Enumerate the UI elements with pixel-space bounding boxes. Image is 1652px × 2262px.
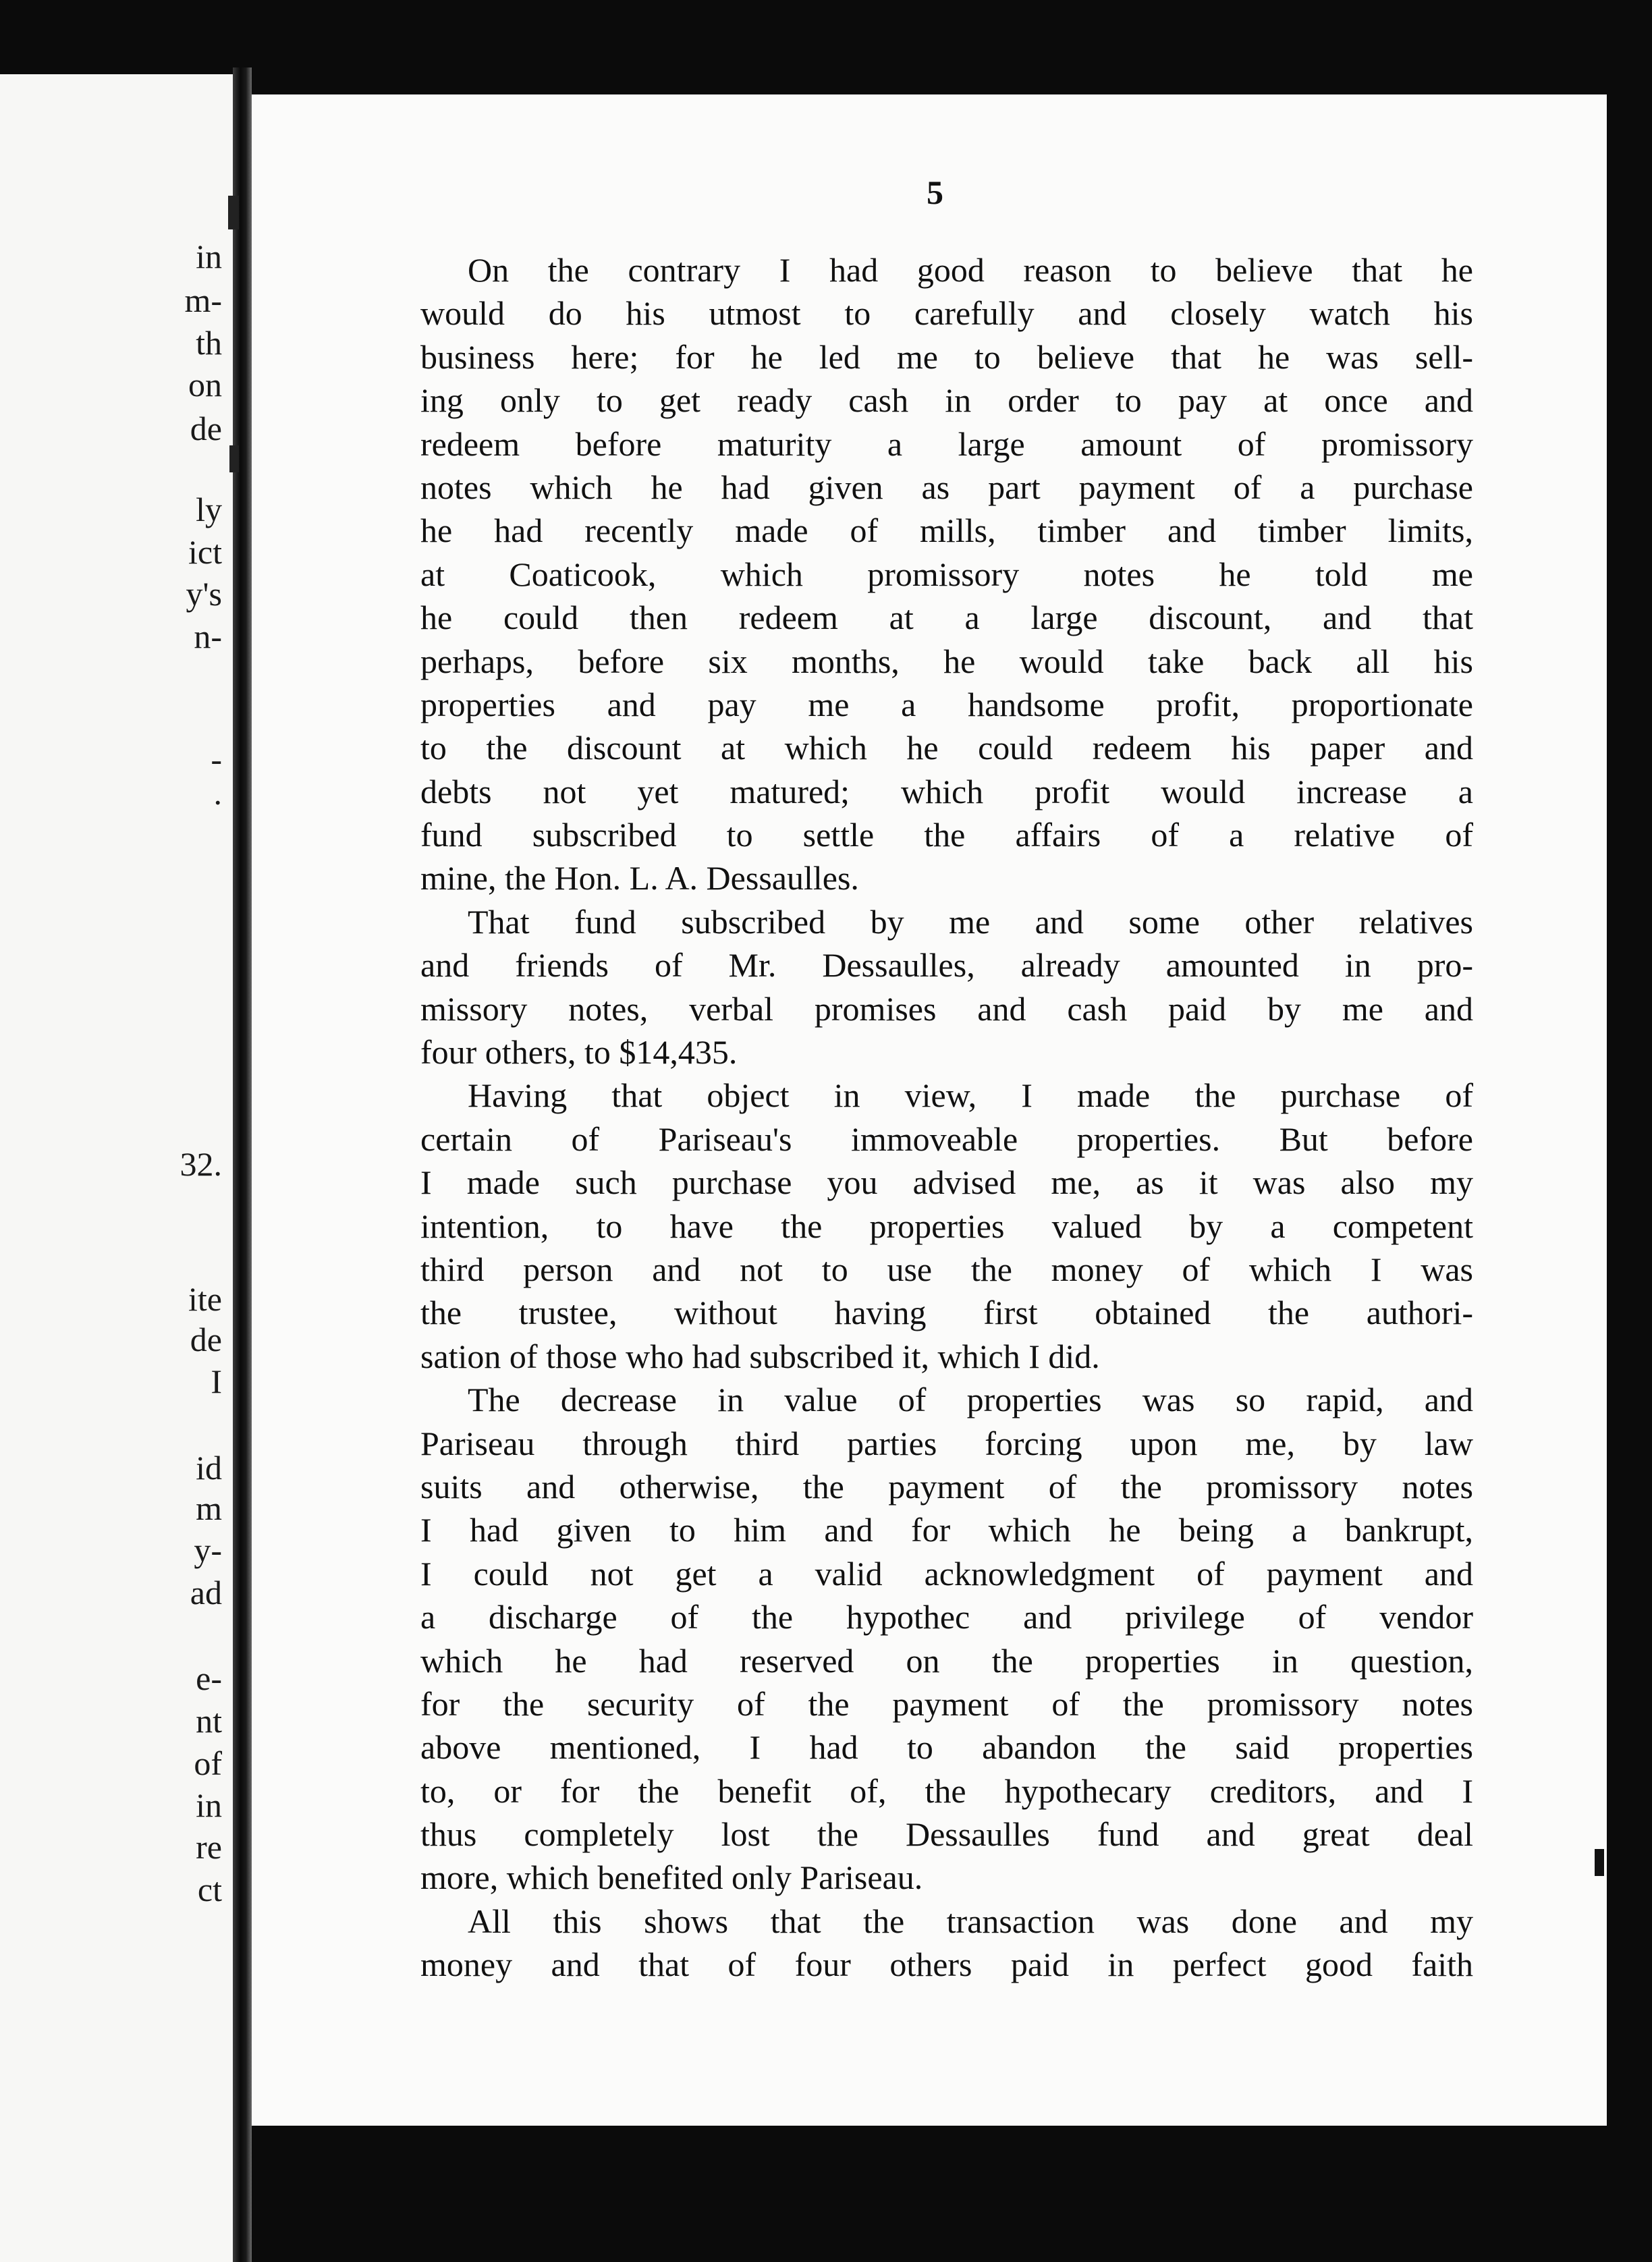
text-line: certain of Pariseau's immoveable properties. But before — [420, 1120, 1473, 1158]
left-page-fragment: e- — [196, 1659, 222, 1697]
text-line: for the security of the payment of the promissory notes — [420, 1684, 1473, 1723]
text-line: ing only to get ready cash in order to pay at once and — [420, 381, 1473, 420]
text-line: Having that object in view, I made the purchase of — [468, 1076, 1473, 1115]
text-line: above mentioned, I had to abandon the said properties — [420, 1728, 1473, 1767]
binding-mark — [229, 445, 239, 472]
text-line: money and that of four others paid in perfect good faith — [420, 1946, 1473, 1984]
text-line: Pariseau through third parties forcing upon me, by law — [420, 1424, 1473, 1462]
left-page-fragment: nt — [196, 1702, 222, 1740]
text-line: at Coaticook, which promissory notes he told me — [420, 555, 1473, 593]
binding-mark — [228, 196, 239, 229]
left-page-fragment: th — [196, 324, 222, 362]
left-page-fragment: . — [213, 774, 222, 812]
text-line: fund subscribed to settle the affairs of a relative of — [420, 816, 1473, 854]
text-line: I had given to him and for which he being a bankrupt, — [420, 1511, 1473, 1549]
left-page-fragment: ite — [188, 1280, 222, 1318]
left-page-fragment: ct — [197, 1871, 222, 1908]
left-page-fragment: ad — [190, 1574, 222, 1611]
text-line: properties and pay me a handsome profit, proportionate — [420, 685, 1473, 723]
text-line: suits and otherwise, the payment of the promissory notes — [420, 1467, 1473, 1506]
text-line: perhaps, before six months, he would take back all his — [420, 642, 1473, 680]
text-line: a discharge of the hypothec and privilege of vendor — [420, 1598, 1473, 1636]
text-line: the trustee, without having first obtained the authori- — [420, 1294, 1473, 1332]
text-line: All this shows that the transaction was done and my — [468, 1902, 1473, 1940]
left-page-fragment: ly — [196, 491, 222, 528]
left-page-fragment: ict — [188, 533, 222, 571]
left-page-fragment: on — [188, 366, 222, 404]
left-page-fragment: de — [190, 410, 222, 447]
left-page-fragment: id — [196, 1449, 222, 1487]
text-line: I made such purchase you advised me, as it was also my — [420, 1163, 1473, 1202]
left-facing-page — [0, 74, 233, 2262]
text-line: business here; for he led me to believe that he was sell- — [420, 337, 1473, 376]
left-page-fragment: de — [190, 1321, 222, 1358]
text-line: The decrease in value of properties was so rapid, and — [468, 1381, 1473, 1419]
text-line: missory notes, verbal promises and cash paid by me and — [420, 989, 1473, 1028]
text-line: intention, to have the properties valued by a competent — [420, 1207, 1473, 1245]
left-page-fragment: y's — [186, 575, 222, 613]
left-page-fragment: in — [196, 1786, 222, 1824]
text-line: sation of those who had subscribed it, which I did. — [420, 1337, 1100, 1375]
page-number: 5 — [927, 173, 943, 211]
left-page-fragment: I — [211, 1362, 222, 1400]
text-line: would do his utmost to carefully and closely watch his — [420, 294, 1473, 333]
text-line: I could not get a valid acknowledgment of payment and — [420, 1554, 1473, 1593]
text-line: he had recently made of mills, timber and timber limits, — [420, 512, 1473, 550]
text-line: he could then redeem at a large discount, and that — [420, 599, 1473, 637]
text-line: four others, to $14,435. — [420, 1033, 738, 1072]
left-page-fragment: - — [211, 740, 222, 778]
text-line: thus completely lost the Dessaulles fund and great deal — [420, 1815, 1473, 1854]
left-page-fragment: 32. — [180, 1145, 222, 1183]
text-line: notes which he had given as part payment of a purchase — [420, 468, 1473, 506]
left-page-fragment: n- — [194, 617, 222, 655]
text-line: to the discount at which he could redeem his paper and — [420, 729, 1473, 767]
page-edge-mark — [1595, 1849, 1604, 1876]
text-line: more, which benefited only Pariseau. — [420, 1858, 923, 1897]
page-gutter — [233, 67, 252, 2262]
text-line: On the contrary I had good reason to believe that he — [468, 251, 1473, 289]
left-page-fragment: m — [196, 1489, 222, 1527]
text-line: and friends of Mr. Dessaulles, already amounted in pro- — [420, 946, 1473, 985]
left-page-fragment: y- — [194, 1531, 222, 1569]
text-line: to, or for the benefit of, the hypothecary creditors, and I — [420, 1771, 1473, 1810]
text-line: third person and not to use the money of which I was — [420, 1250, 1473, 1288]
right-page — [252, 94, 1607, 2126]
text-line: which he had reserved on the properties in question, — [420, 1641, 1473, 1680]
left-page-fragment: re — [196, 1828, 222, 1866]
text-line: redeem before maturity a large amount of promissory — [420, 424, 1473, 463]
text-line: mine, the Hon. L. A. Dessaulles. — [420, 859, 859, 898]
text-line: debts not yet matured; which profit would increase a — [420, 772, 1473, 810]
left-page-fragment: of — [194, 1744, 222, 1782]
left-page-fragment: in — [196, 238, 222, 275]
left-page-fragment: m- — [184, 281, 222, 319]
text-line: That fund subscribed by me and some other relatives — [468, 902, 1473, 941]
body-text — [420, 248, 1473, 1987]
